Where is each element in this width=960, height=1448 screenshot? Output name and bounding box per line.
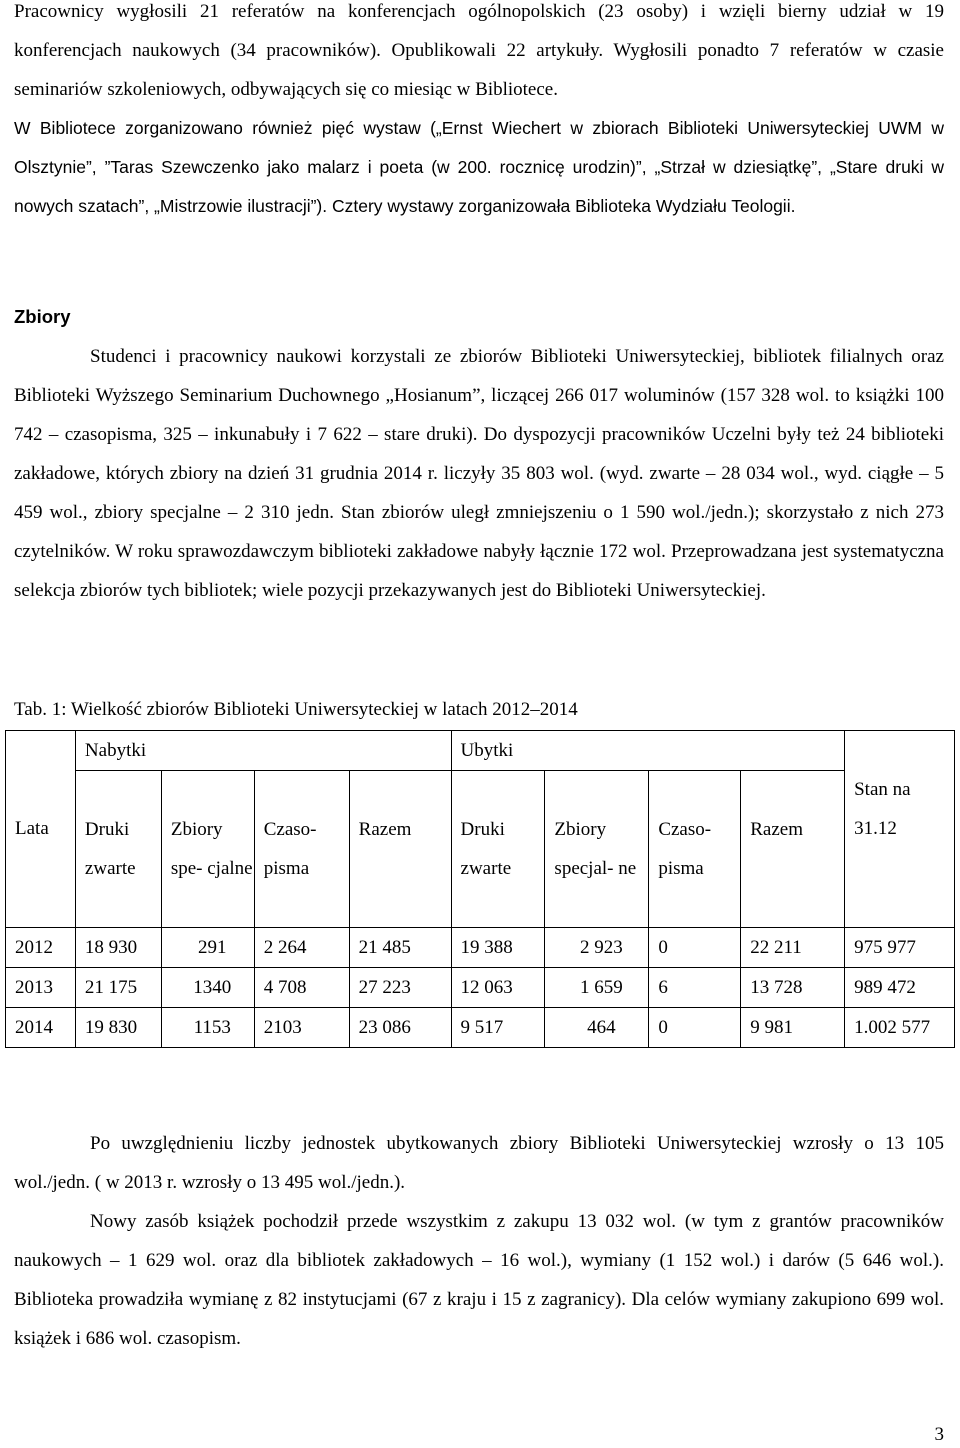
table-body xyxy=(6,928,955,1048)
cell-year: 2012 xyxy=(6,928,76,968)
cell-ubytki-razem: 13 728 xyxy=(741,968,845,1008)
paragraph-zasob: Nowy zasób książek pochodził przede wszystkim z zakupu 13 032 wol. (w tym z grantów pracowników naukowych – 1 629 wol. oraz dla bibliotek zakładowych – 16 wol.), wymiany (1 152 wol.) i darów (5 646 wol.). Biblioteka prowadziła wymianę z 82 instytucjami (67 z kraju i 15 z zagranicy). Dla celów wymiany zakupiono 699 wol. książek i 686 wol. czasopism. xyxy=(14,1211,944,1349)
cell-nabytki-zbiory: 1153 xyxy=(161,1008,254,1048)
table-caption: Tab. 1: Wielkość zbiorów Biblioteki Uniwersyteckiej w latach 2012–2014 xyxy=(14,699,578,720)
cell-ubytki-zbiory: 464 xyxy=(545,1008,649,1048)
cell-ubytki-druki: 12 063 xyxy=(451,968,545,1008)
cell-ubytki-czasopisma: 6 xyxy=(649,968,741,1008)
header-ubytki-razem: Razem xyxy=(741,771,845,928)
collections-table xyxy=(5,730,955,1048)
table-header-group-row xyxy=(6,731,955,771)
cell-nabytki-czasopisma: 2 264 xyxy=(254,928,349,968)
table-row xyxy=(6,928,955,968)
cell-stan: 975 977 xyxy=(845,928,955,968)
cell-ubytki-druki: 19 388 xyxy=(451,928,545,968)
cell-year: 2014 xyxy=(6,1008,76,1048)
cell-nabytki-razem: 21 485 xyxy=(349,928,451,968)
cell-ubytki-czasopisma: 0 xyxy=(649,1008,741,1048)
header-nabytki-czasopisma: Czaso- pisma xyxy=(254,771,349,928)
cell-ubytki-druki: 9 517 xyxy=(451,1008,545,1048)
cell-nabytki-zbiory: 1340 xyxy=(161,968,254,1008)
cell-nabytki-razem: 27 223 xyxy=(349,968,451,1008)
cell-nabytki-czasopisma: 4 708 xyxy=(254,968,349,1008)
table-row xyxy=(6,968,955,1008)
cell-nabytki-druki: 18 930 xyxy=(75,928,161,968)
section-heading-zbiory: Zbiory xyxy=(14,306,71,327)
cell-nabytki-druki: 21 175 xyxy=(75,968,161,1008)
header-lata: Lata xyxy=(6,731,76,928)
paragraph-wzrost: Po uwzględnieniu liczby jednostek ubytkowanych zbiory Biblioteki Uniwersyteckiej wzrosły o 13 105 wol./jedn. ( w 2013 r. wzrosły o 13 495 wol./jedn.). xyxy=(14,1133,944,1193)
header-ubytki-zbiory: Zbiory specjal- ne xyxy=(545,771,649,928)
cell-ubytki-zbiory: 1 659 xyxy=(545,968,649,1008)
header-nabytki: Nabytki xyxy=(75,731,451,771)
cell-stan: 1.002 577 xyxy=(845,1008,955,1048)
header-ubytki-druki: Druki zwarte xyxy=(451,771,545,928)
page-number: 3 xyxy=(934,1424,944,1445)
header-stan: Stan na 31.12 xyxy=(845,731,955,928)
header-nabytki-razem: Razem xyxy=(349,771,451,928)
table-row xyxy=(6,1008,955,1048)
cell-nabytki-razem: 23 086 xyxy=(349,1008,451,1048)
cell-ubytki-zbiory: 2 923 xyxy=(545,928,649,968)
header-nabytki-zbiory: Zbiory spe- cjalne xyxy=(161,771,254,928)
cell-nabytki-druki: 19 830 xyxy=(75,1008,161,1048)
table-header-row xyxy=(6,771,955,928)
cell-ubytki-razem: 22 211 xyxy=(741,928,845,968)
paragraph-zbiory: Studenci i pracownicy naukowi korzystali ze zbiorów Biblioteki Uniwersyteckiej, bibliotek filialnych oraz Biblioteki Wyższego Seminarium Duchownego „Hosianum”, liczącej 266 017 woluminów (157 328 wol. to książki 100 742 – czasopisma, 325 – inkunabuły i 7 622 – stare druki). Do dyspozycji pracowników Uczelni były też 24 biblioteki zakładowe, których zbiory na dzień 31 grudnia 2014 r. liczyły 35 803 wol. (wyd. zwarte – 28 034 wol., wyd. ciągłe – 5 459 wol., zbiory specjalne – 2 310 jedn. Stan zbiorów uległ zmniejszeniu o 1 590 wol./jedn.); skorzystało z nich 273 czytelników. W roku sprawozdawczym biblioteki zakładowe nabyły łącznie 172 wol. Przeprowadzana jest systematyczna selekcja zbiorów tych bibliotek; wiele pozycji przekazywanych jest do Biblioteki Uniwersyteckiej. xyxy=(14,346,944,601)
paragraph-wystawy: W Bibliotece zorganizowano również pięć wystaw („Ernst Wiechert w zbiorach Biblioteki Uniwersyteckiej UWM w Olsztynie”, ”Taras Szewczenko jako malarz i poeta (w 200. rocznicę urodzin)”, „Strzał w dziesiątkę”, „Stare druki w nowych szatach”, „Mistrzowie ilustracji”). Cztery wystawy zorganizowała Biblioteka Wydziału Teologii. xyxy=(14,118,944,216)
header-ubytki-czasopisma: Czaso- pisma xyxy=(649,771,741,928)
cell-stan: 989 472 xyxy=(845,968,955,1008)
cell-ubytki-razem: 9 981 xyxy=(741,1008,845,1048)
header-ubytki: Ubytki xyxy=(451,731,845,771)
cell-nabytki-czasopisma: 2103 xyxy=(254,1008,349,1048)
cell-year: 2013 xyxy=(6,968,76,1008)
cell-nabytki-zbiory: 291 xyxy=(161,928,254,968)
paragraph-referaty: Pracownicy wygłosili 21 referatów na konferencjach ogólnopolskich (23 osoby) i wzięli bierny udział w 19 konferencjach naukowych (34 pracowników). Opublikowali 22 artykuły. Wygłosili ponadto 7 referatów w czasie seminariów szkoleniowych, odbywających się co miesiąc w Bibliotece. xyxy=(14,1,944,100)
cell-ubytki-czasopisma: 0 xyxy=(649,928,741,968)
header-nabytki-druki: Druki zwarte xyxy=(75,771,161,928)
